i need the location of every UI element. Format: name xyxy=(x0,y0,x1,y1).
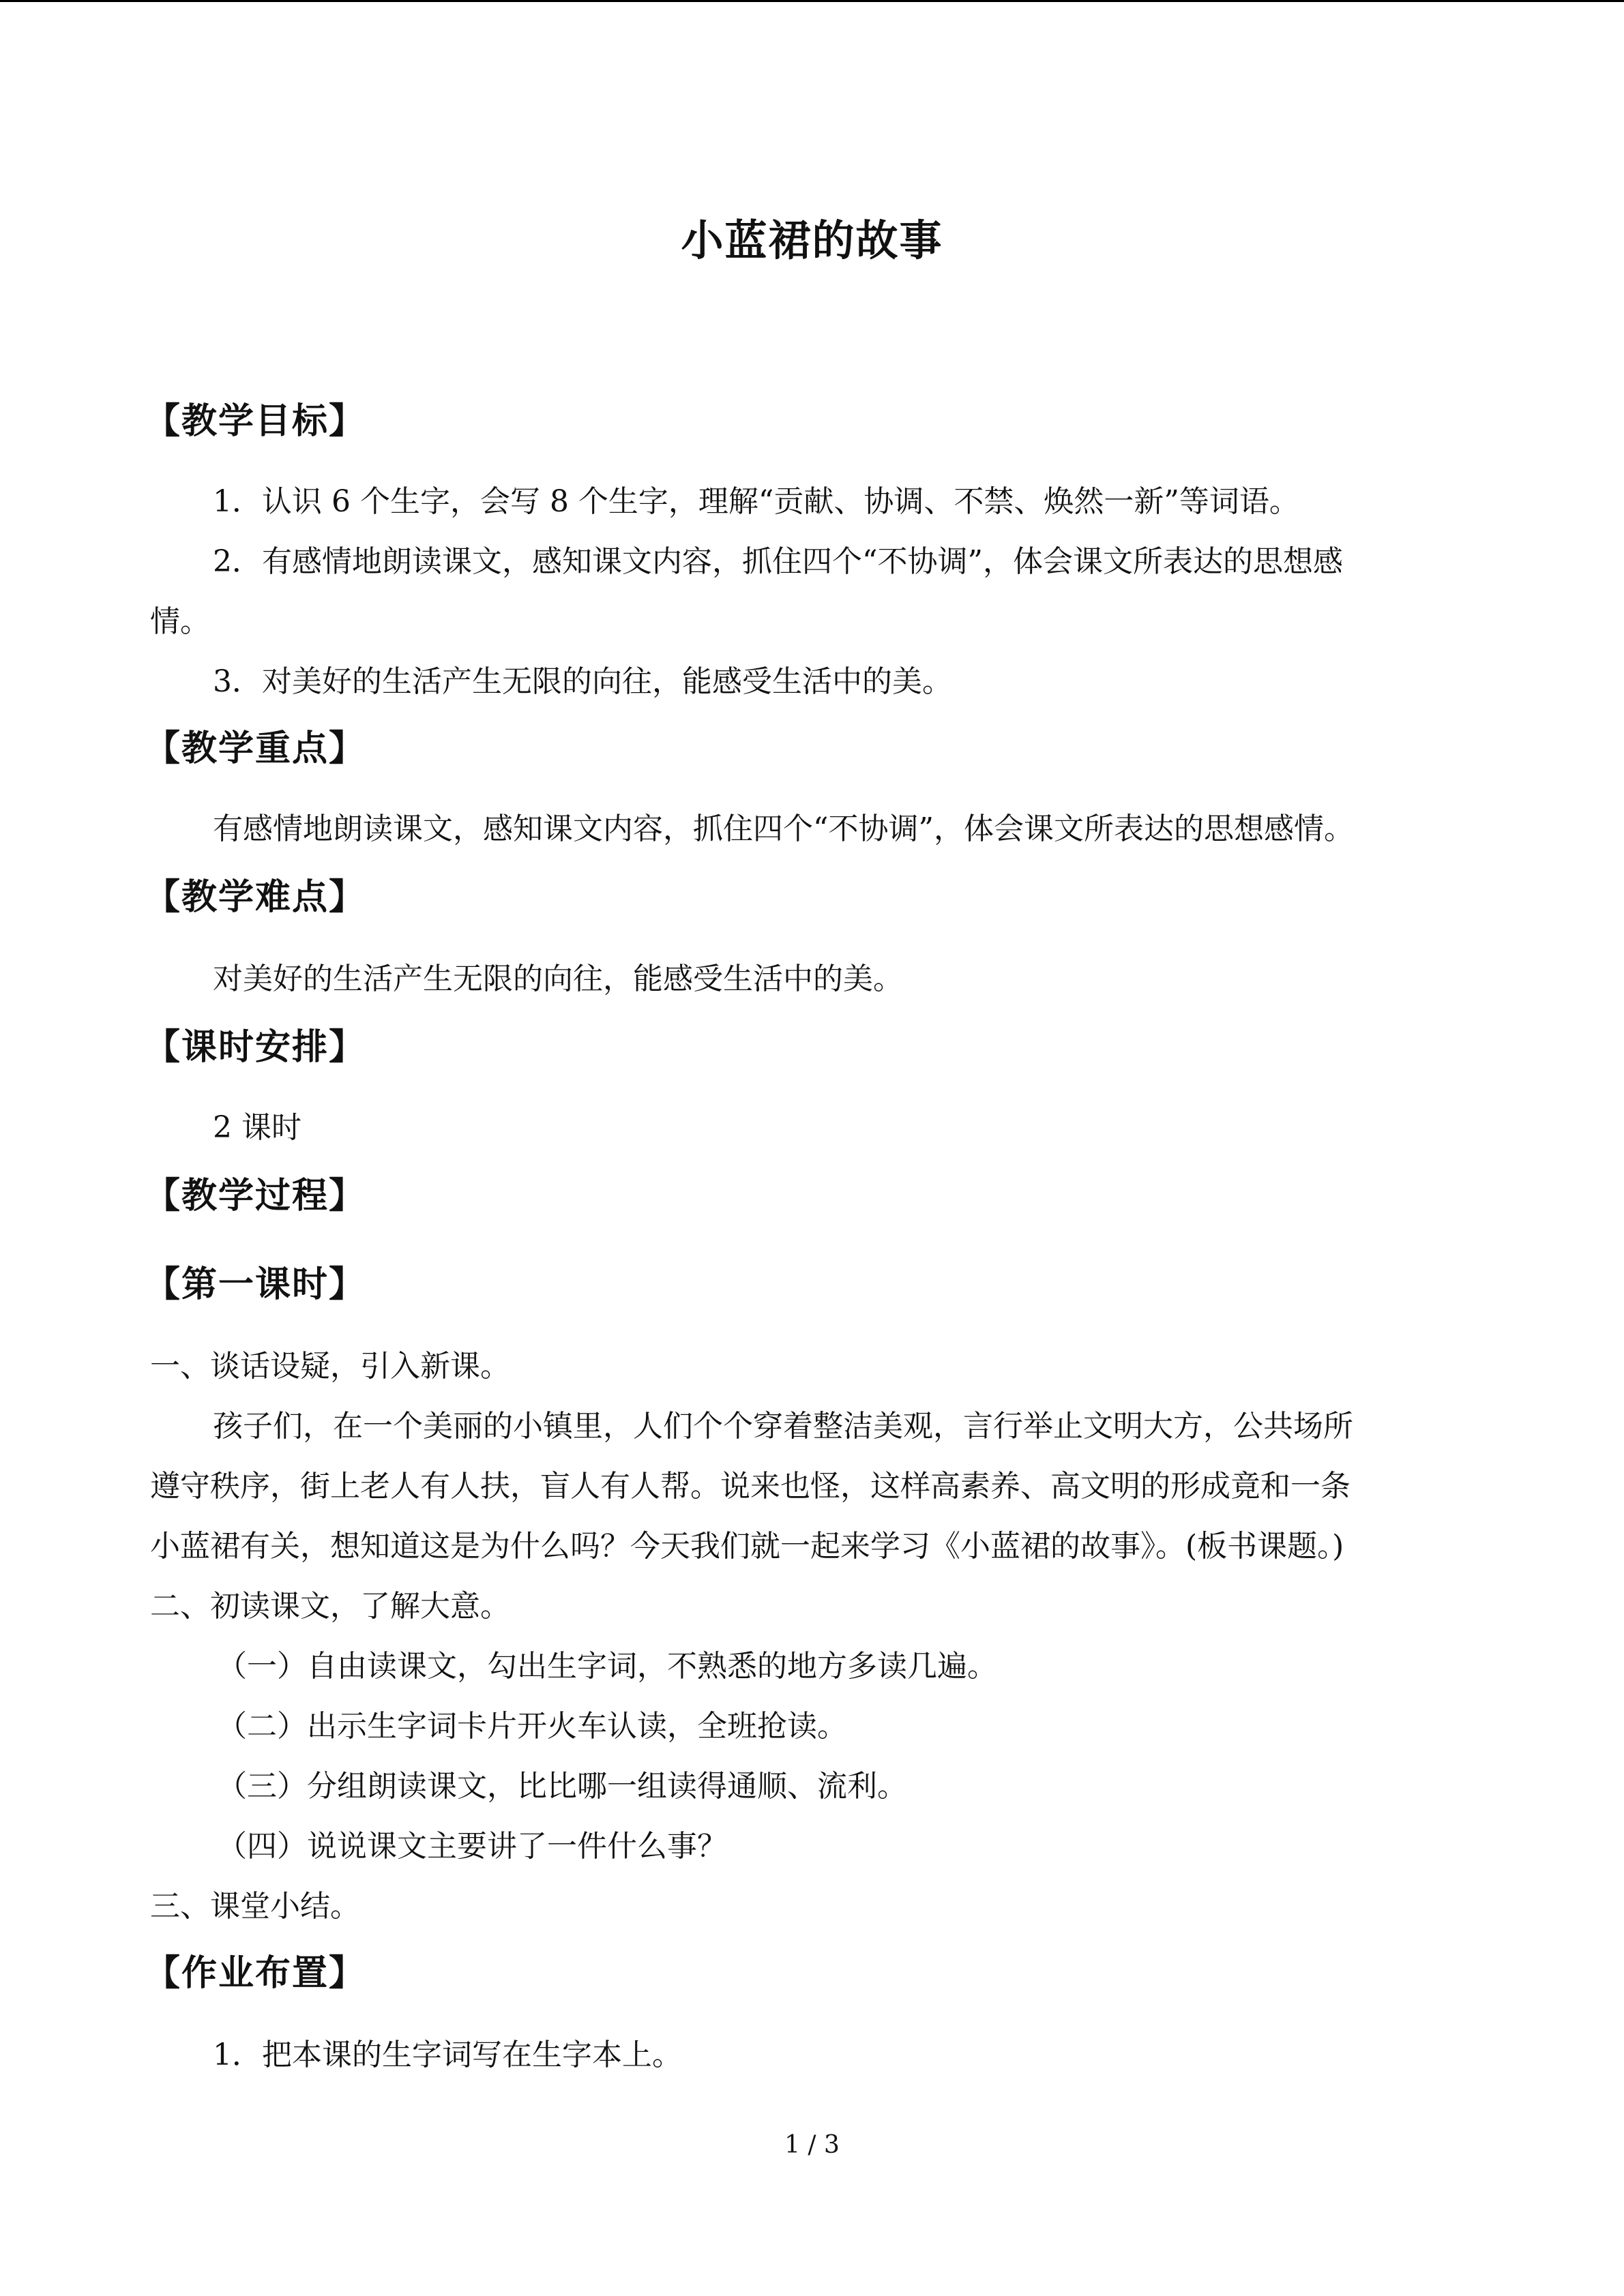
heading-difficulties: 【教学难点】 xyxy=(145,877,366,918)
step-1-paragraph-line-2: 遵守秩序，街上老人有人扶，盲人有人帮。说来也怪，这样高素养、高文明的形成竟和一条 xyxy=(150,1469,1350,1504)
goal-item-1: 1．认识 6 个生字，会写 8 个生字，理解“贡献、协调、不禁、焕然一新”等词语。 xyxy=(213,484,1299,519)
heading-key-points: 【教学重点】 xyxy=(145,728,366,769)
step-1-paragraph-line-1: 孩子们，在一个美丽的小镇里，人们个个穿着整洁美观，言行举止文明大方，公共场所 xyxy=(213,1409,1353,1444)
document-title: 小蓝裙的故事 xyxy=(681,215,943,265)
homework-item-1: 1．把本课的生字词写在生字本上。 xyxy=(213,2038,682,2072)
step-2-item-4: （四）说说课文主要讲了一件什么事？ xyxy=(217,1829,727,1864)
schedule-text: 2 课时 xyxy=(213,1110,301,1145)
step-2-title: 二、初读课文，了解大意。 xyxy=(150,1589,510,1624)
step-2-item-2: （二）出示生字词卡片开火车认读，全班抢读。 xyxy=(217,1709,847,1744)
step-3-title: 三、课堂小结。 xyxy=(150,1889,360,1924)
step-2-item-3: （三）分组朗读课文，比比哪一组读得通顺、流利。 xyxy=(217,1769,907,1804)
difficulties-text: 对美好的生活产生无限的向往，能感受生活中的美。 xyxy=(213,961,903,996)
goal-item-2: 2．有感情地朗读课文，感知课文内容，抓住四个“不协调”，体会课文所表达的思想感 xyxy=(213,544,1343,579)
goal-item-2-continuation: 情。 xyxy=(150,604,210,639)
key-points-text: 有感情地朗读课文，感知课文内容，抓住四个“不协调”，体会课文所表达的思想感情。 xyxy=(213,811,1354,846)
step-2-item-1: （一）自由读课文，勾出生字词，不熟悉的地方多读几遍。 xyxy=(217,1649,997,1684)
heading-schedule: 【课时安排】 xyxy=(145,1027,366,1068)
heading-first-lesson: 【第一课时】 xyxy=(145,1264,366,1305)
page-number: 1 / 3 xyxy=(784,2131,840,2159)
step-1-paragraph-line-3: 小蓝裙有关，想知道这是为什么吗？今天我们就一起来学习《小蓝裙的故事》。(板书课题。) xyxy=(150,1529,1344,1564)
heading-homework: 【作业布置】 xyxy=(145,1953,366,1994)
heading-teaching-goals: 【教学目标】 xyxy=(145,401,366,442)
step-1-title: 一、谈话设疑，引入新课。 xyxy=(150,1349,510,1384)
goal-item-3: 3．对美好的生活产生无限的向往，能感受生活中的美。 xyxy=(213,664,952,699)
heading-teaching-process: 【教学过程】 xyxy=(145,1176,366,1217)
